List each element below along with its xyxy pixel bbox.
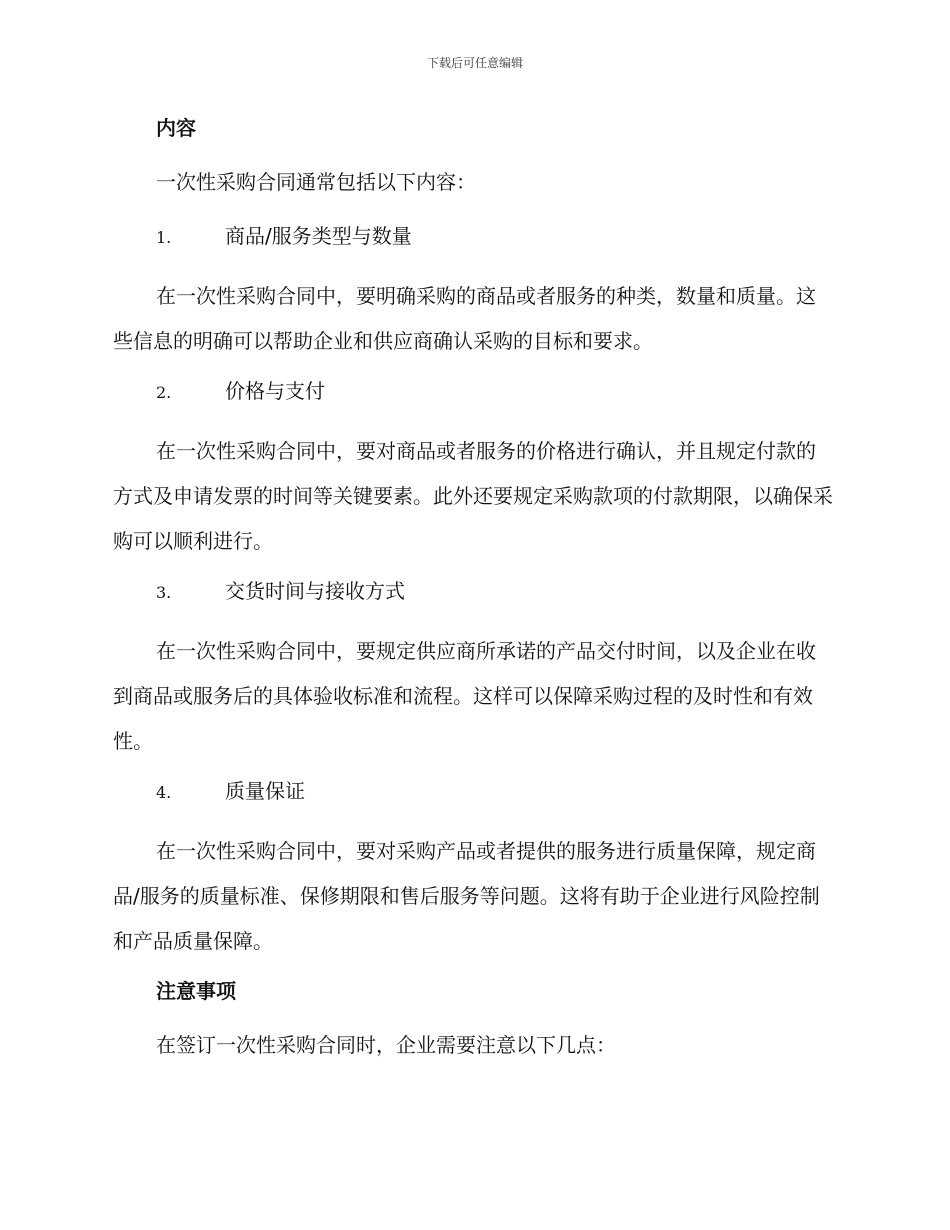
- item-label: 交货时间与接收方式: [225, 579, 405, 603]
- item-heading: [113, 373, 833, 411]
- item-body: 在一次性采购合同中，要对采购产品或者提供的服务进行质量保障，规定商品/服务的质量标准、保修期限和售后服务等问题。这将有助于企业进行风险控制和产品质量保障。: [113, 839, 820, 953]
- item-number: 2.: [156, 383, 172, 402]
- section-title-content: 内容: [156, 116, 196, 140]
- item-label: 商品/服务类型与数量: [225, 224, 412, 248]
- item-heading: [113, 218, 833, 256]
- item-heading: [113, 773, 833, 811]
- item-body: 在一次性采购合同中，要对商品或者服务的价格进行确认，并且规定付款的方式及申请发票的时间等关键要素。此外还要规定采购款项的付款期限，以确保采购可以顺利进行。: [113, 439, 833, 553]
- notes-intro-text: 在签订一次性采购合同时，企业需要注意以下几点：: [156, 1033, 616, 1057]
- item-body: 在一次性采购合同中，要规定供应商所承诺的产品交付时间，以及企业在收到商品或服务后的具体验收标准和流程。这样可以保障采购过程的及时性和有效性。: [113, 639, 816, 753]
- header-note: 下载后可任意编辑: [426, 56, 523, 70]
- item-number: 1.: [156, 228, 172, 247]
- item-body: 在一次性采购合同中，要明确采购的商品或者服务的种类，数量和质量。这些信息的明确可以帮助企业和供应商确认采购的目标和要求。: [113, 284, 816, 353]
- section-title-notes: 注意事项: [156, 979, 236, 1003]
- intro-text: 一次性采购合同通常包括以下内容：: [156, 170, 476, 194]
- item-label: 质量保证: [225, 779, 305, 803]
- item-number: 4.: [156, 783, 172, 802]
- item-label: 价格与支付: [225, 379, 325, 403]
- item-heading: [113, 573, 833, 611]
- document-body: [113, 110, 833, 1081]
- item-number: 3.: [156, 583, 172, 602]
